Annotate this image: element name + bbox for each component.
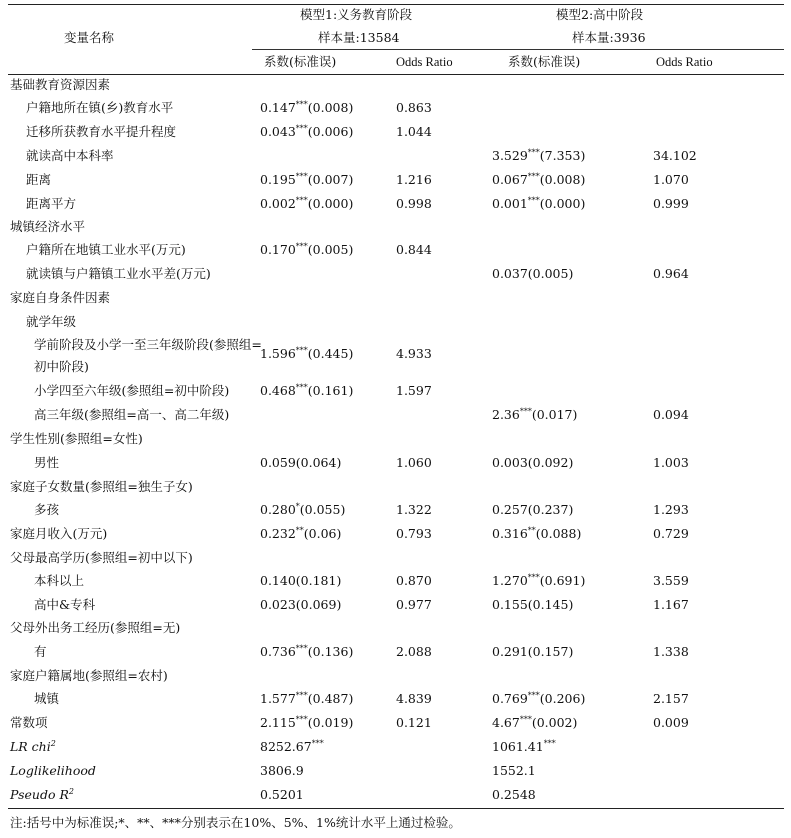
model2-odds-ratio: 34.102 bbox=[653, 148, 697, 163]
m1-coef: 2.115 bbox=[260, 715, 296, 730]
m2-std-error: (0.088) bbox=[535, 526, 582, 541]
model2-odds-ratio: 1.167 bbox=[653, 597, 689, 612]
model2-odds-ratio: 1.070 bbox=[653, 172, 689, 187]
model2-coef-cell bbox=[492, 266, 573, 282]
model2-coef-cell bbox=[492, 644, 573, 660]
model1-coef-cell bbox=[260, 100, 353, 116]
m2-std-error: (0.008) bbox=[539, 172, 586, 187]
model1-stat bbox=[260, 787, 304, 803]
stat-value: 3806.9 bbox=[260, 763, 304, 778]
m2-std-error: (7.353) bbox=[539, 148, 586, 163]
m2-std-error: (0.092) bbox=[527, 455, 574, 470]
model1-coef-cell bbox=[260, 526, 341, 542]
m1-coef: 0.023 bbox=[260, 597, 296, 612]
model1-coef-cell bbox=[260, 455, 341, 471]
model1-stat bbox=[260, 739, 324, 755]
row-label: 学前阶段及小学一至三年级阶段(参照组=初中阶段) bbox=[34, 337, 262, 374]
row-label: 家庭月收入(万元) bbox=[10, 526, 108, 541]
row-label: 基础教育资源因素 bbox=[10, 77, 111, 92]
model1-coef-cell bbox=[260, 124, 353, 140]
m1-coef: 0.170 bbox=[260, 242, 296, 257]
model2-odds-ratio: 0.964 bbox=[653, 266, 689, 281]
stat-label-sup: 2 bbox=[68, 787, 74, 796]
model2-or-header: Odds Ratio bbox=[656, 55, 713, 69]
m2-std-error: (0.157) bbox=[527, 644, 574, 659]
model1-odds-ratio: 4.933 bbox=[396, 346, 432, 361]
model2-coef-cell bbox=[492, 573, 585, 589]
model2-coef-cell bbox=[492, 196, 585, 212]
model1-coef-cell bbox=[260, 691, 353, 707]
model2-coef-cell bbox=[492, 148, 585, 164]
stat-label bbox=[10, 763, 96, 779]
model1-coef-header: 系数(标准误) bbox=[264, 54, 337, 69]
m1-std-error: (0.069) bbox=[295, 597, 342, 612]
m1-coef: 1.577 bbox=[260, 691, 296, 706]
row-label: 城镇经济水平 bbox=[10, 219, 86, 234]
stat-label-text: Pseudo R bbox=[10, 787, 69, 802]
model2-odds-ratio: 1.003 bbox=[653, 455, 689, 470]
m1-significance: *** bbox=[295, 644, 308, 653]
model1-odds-ratio: 0.844 bbox=[396, 242, 432, 257]
row-label: 男性 bbox=[34, 455, 60, 470]
model2-odds-ratio: 0.999 bbox=[653, 196, 689, 211]
m1-coef: 0.280 bbox=[260, 502, 296, 517]
stat-label-text: LR chi bbox=[10, 739, 51, 754]
model2-coef-cell bbox=[492, 407, 577, 423]
m1-coef: 0.059 bbox=[260, 455, 296, 470]
model1-odds-ratio: 2.088 bbox=[396, 644, 432, 659]
m2-std-error: (0.691) bbox=[539, 573, 586, 588]
m1-significance: *** bbox=[295, 196, 308, 205]
m1-significance: ** bbox=[295, 526, 304, 535]
m2-significance: *** bbox=[527, 691, 540, 700]
m1-std-error: (0.445) bbox=[307, 346, 354, 361]
m1-std-error: (0.064) bbox=[295, 455, 342, 470]
model1-odds-ratio: 1.322 bbox=[396, 502, 432, 517]
m2-coef: 0.067 bbox=[492, 172, 528, 187]
row-label: 迁移所获教育水平提升程度 bbox=[26, 124, 177, 139]
model2-sample-size: 样本量:3936 bbox=[572, 30, 646, 45]
model1-coef-cell bbox=[260, 383, 353, 399]
m2-coef: 0.769 bbox=[492, 691, 528, 706]
m1-significance: * bbox=[295, 502, 300, 511]
m1-significance: *** bbox=[295, 715, 308, 724]
m2-significance: *** bbox=[519, 407, 532, 416]
stat-label-sup: 2 bbox=[50, 739, 56, 748]
model1-odds-ratio: 0.863 bbox=[396, 100, 432, 115]
m2-std-error: (0.017) bbox=[531, 407, 578, 422]
stat-value: 0.2548 bbox=[492, 787, 536, 802]
m2-std-error: (0.002) bbox=[531, 715, 578, 730]
m1-std-error: (0.007) bbox=[307, 172, 354, 187]
model1-coef-cell bbox=[260, 172, 353, 188]
model1-odds-ratio: 0.998 bbox=[396, 196, 432, 211]
model2-title: 模型2:高中阶段 bbox=[556, 7, 644, 22]
model1-sample-size: 样本量:13584 bbox=[318, 30, 400, 45]
row-label: 就读高中本科率 bbox=[26, 148, 114, 163]
m2-coef: 1.270 bbox=[492, 573, 528, 588]
m1-coef: 0.232 bbox=[260, 526, 296, 541]
m2-coef: 2.36 bbox=[492, 407, 520, 422]
model2-odds-ratio: 2.157 bbox=[653, 691, 689, 706]
m1-std-error: (0.136) bbox=[307, 644, 354, 659]
m2-coef: 0.037 bbox=[492, 266, 528, 281]
header-rule bbox=[8, 74, 784, 75]
m2-coef: 0.155 bbox=[492, 597, 528, 612]
stat-label bbox=[10, 787, 74, 803]
model2-coef-cell bbox=[492, 502, 573, 518]
stat-value: 1061.41 bbox=[492, 739, 544, 754]
row-label: 高三年级(参照组=高一、高二年级) bbox=[34, 407, 230, 422]
model2-coef-cell bbox=[492, 691, 585, 707]
m1-std-error: (0.019) bbox=[307, 715, 354, 730]
stat-value: 1552.1 bbox=[492, 763, 536, 778]
row-label: 父母外出务工经历(参照组=无) bbox=[10, 620, 181, 635]
stat-value: 8252.67 bbox=[260, 739, 312, 754]
m1-coef: 0.195 bbox=[260, 172, 296, 187]
model2-odds-ratio: 1.338 bbox=[653, 644, 689, 659]
model1-underline bbox=[252, 49, 488, 50]
m1-coef: 0.002 bbox=[260, 196, 296, 211]
m1-coef: 0.140 bbox=[260, 573, 296, 588]
model1-coef-cell bbox=[260, 644, 353, 660]
model1-coef-cell bbox=[260, 196, 353, 212]
m2-significance: *** bbox=[527, 172, 540, 181]
m2-coef: 0.001 bbox=[492, 196, 528, 211]
model2-underline bbox=[488, 49, 784, 50]
stat-significance: *** bbox=[543, 739, 556, 748]
row-label: 家庭子女数量(参照组=独生子女) bbox=[10, 479, 193, 494]
m2-significance: ** bbox=[527, 526, 536, 535]
m1-std-error: (0.487) bbox=[307, 691, 354, 706]
model1-odds-ratio: 0.793 bbox=[396, 526, 432, 541]
m2-coef: 3.529 bbox=[492, 148, 528, 163]
m2-significance: *** bbox=[527, 148, 540, 157]
m2-coef: 0.257 bbox=[492, 502, 528, 517]
row-label: 学生性别(参照组=女性) bbox=[10, 431, 143, 446]
model1-or-header: Odds Ratio bbox=[396, 55, 453, 69]
m2-significance: *** bbox=[527, 573, 540, 582]
model1-title: 模型1:义务教育阶段 bbox=[300, 7, 413, 22]
m1-coef: 0.468 bbox=[260, 383, 296, 398]
m2-std-error: (0.206) bbox=[539, 691, 586, 706]
stat-value: 0.5201 bbox=[260, 787, 304, 802]
model2-coef-cell bbox=[492, 455, 573, 471]
model1-coef-cell bbox=[260, 346, 353, 362]
row-label: 多孩 bbox=[34, 502, 60, 517]
model1-odds-ratio: 1.216 bbox=[396, 172, 432, 187]
model1-odds-ratio: 0.121 bbox=[396, 715, 432, 730]
m1-significance: *** bbox=[295, 124, 308, 133]
m1-std-error: (0.005) bbox=[307, 242, 354, 257]
m1-significance: *** bbox=[295, 691, 308, 700]
row-label: 就学年级 bbox=[26, 314, 77, 329]
row-label: 小学四至六年级(参照组=初中阶段) bbox=[34, 383, 230, 398]
model1-coef-cell bbox=[260, 242, 353, 258]
model2-odds-ratio: 0.729 bbox=[653, 526, 689, 541]
m1-significance: *** bbox=[295, 172, 308, 181]
model2-coef-cell bbox=[492, 526, 581, 542]
model1-coef-cell bbox=[260, 715, 353, 731]
model1-stat bbox=[260, 763, 304, 779]
row-label: 家庭户籍属地(参照组=农村) bbox=[10, 668, 168, 683]
model2-odds-ratio: 3.559 bbox=[653, 573, 689, 588]
m1-significance: *** bbox=[295, 100, 308, 109]
model2-stat bbox=[492, 787, 536, 803]
row-label: 有 bbox=[34, 644, 47, 659]
m1-std-error: (0.181) bbox=[295, 573, 342, 588]
model1-odds-ratio: 1.060 bbox=[396, 455, 432, 470]
model2-coef-cell bbox=[492, 172, 585, 188]
model2-coef-header: 系数(标准误) bbox=[508, 54, 581, 69]
model2-odds-ratio: 0.094 bbox=[653, 407, 689, 422]
m1-std-error: (0.055) bbox=[299, 502, 346, 517]
model2-coef-cell bbox=[492, 597, 573, 613]
m2-coef: 0.291 bbox=[492, 644, 528, 659]
bottom-rule bbox=[8, 808, 784, 809]
model1-odds-ratio: 4.839 bbox=[396, 691, 432, 706]
variable-column-header: 变量名称 bbox=[64, 30, 115, 45]
m1-std-error: (0.161) bbox=[307, 383, 354, 398]
model2-coef-cell bbox=[492, 715, 577, 731]
m2-std-error: (0.005) bbox=[527, 266, 574, 281]
row-label: 父母最高学历(参照组=初中以下) bbox=[10, 550, 193, 565]
model1-coef-cell bbox=[260, 573, 341, 589]
m2-significance: *** bbox=[519, 715, 532, 724]
m1-std-error: (0.000) bbox=[307, 196, 354, 211]
row-label: 距离平方 bbox=[26, 196, 77, 211]
m2-significance: *** bbox=[527, 196, 540, 205]
table-note: 注:括号中为标准误;*、**、***分别表示在10%、5%、1%统计水平上通过检验。 bbox=[10, 815, 461, 830]
model1-odds-ratio: 1.044 bbox=[396, 124, 432, 139]
m1-significance: *** bbox=[295, 242, 308, 251]
model1-coef-cell bbox=[260, 502, 345, 518]
row-label: 户籍所在地镇工业水平(万元) bbox=[26, 242, 186, 257]
model2-stat bbox=[492, 739, 556, 755]
model2-stat bbox=[492, 763, 536, 779]
row-label: 距离 bbox=[26, 172, 52, 187]
m1-std-error: (0.006) bbox=[307, 124, 354, 139]
model2-odds-ratio: 0.009 bbox=[653, 715, 689, 730]
row-label: 家庭自身条件因素 bbox=[10, 290, 111, 305]
row-label: 就读镇与户籍镇工业水平差(万元) bbox=[26, 266, 211, 281]
m1-coef: 1.596 bbox=[260, 346, 296, 361]
model1-odds-ratio: 0.977 bbox=[396, 597, 432, 612]
row-label: 城镇 bbox=[34, 691, 60, 706]
row-label: 本科以上 bbox=[34, 573, 85, 588]
m1-significance: *** bbox=[295, 346, 308, 355]
model1-odds-ratio: 1.597 bbox=[396, 383, 432, 398]
m1-coef: 0.736 bbox=[260, 644, 296, 659]
row-label: 高中&专科 bbox=[34, 597, 96, 612]
m1-coef: 0.043 bbox=[260, 124, 296, 139]
m2-std-error: (0.000) bbox=[539, 196, 586, 211]
row-label: 户籍地所在镇(乡)教育水平 bbox=[26, 100, 174, 115]
model2-odds-ratio: 1.293 bbox=[653, 502, 689, 517]
m1-std-error: (0.008) bbox=[307, 100, 354, 115]
stat-significance: *** bbox=[311, 739, 324, 748]
m1-coef: 0.147 bbox=[260, 100, 296, 115]
stat-label bbox=[10, 739, 56, 755]
m2-std-error: (0.237) bbox=[527, 502, 574, 517]
m2-coef: 0.003 bbox=[492, 455, 528, 470]
stat-label-text: Loglikelihood bbox=[10, 763, 96, 778]
m2-coef: 4.67 bbox=[492, 715, 520, 730]
m2-std-error: (0.145) bbox=[527, 597, 574, 612]
m1-significance: *** bbox=[295, 383, 308, 392]
m2-coef: 0.316 bbox=[492, 526, 528, 541]
top-rule bbox=[8, 4, 784, 5]
model1-odds-ratio: 0.870 bbox=[396, 573, 432, 588]
model1-coef-cell bbox=[260, 597, 341, 613]
m1-std-error: (0.06) bbox=[303, 526, 342, 541]
row-label: 常数项 bbox=[10, 715, 48, 730]
